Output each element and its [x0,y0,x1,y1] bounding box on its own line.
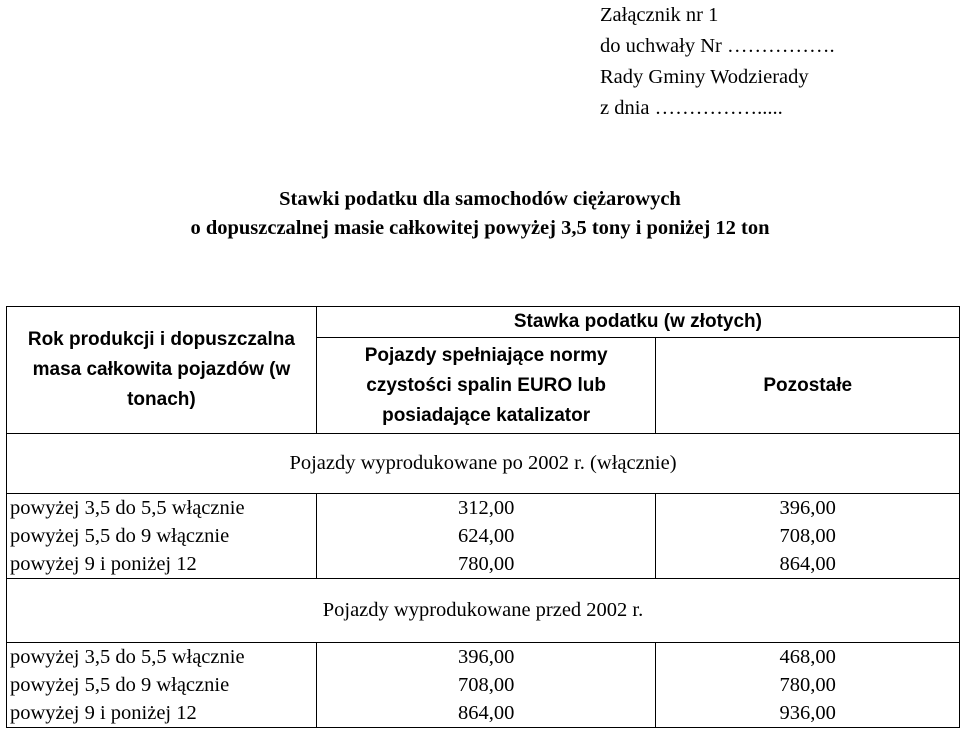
annex-note [600,0,835,124]
table-row [7,643,960,672]
col-header-euro: Pojazdy spełniające normy czystości spalin EURO lub posiadające katalizator [316,338,656,434]
row-label: powyżej 3,5 do 5,5 włącznie [7,494,317,523]
euro-rate: 780,00 [316,550,656,579]
other-rate: 780,00 [656,671,960,699]
euro-rate: 396,00 [316,643,656,672]
rate-header: Stawka podatku (w złotych) [316,307,959,338]
other-rate: 864,00 [656,550,960,579]
annex-line: Załącznik nr 1 [600,4,719,26]
annex-line: Rady Gminy Wodzierady [600,66,809,88]
other-rate: 396,00 [656,494,960,523]
euro-rate: 708,00 [316,671,656,699]
section-title: Pojazdy wyprodukowane przed 2002 r. [7,579,960,643]
other-rate: 936,00 [656,699,960,728]
other-rate: 708,00 [656,522,960,550]
row-label: powyżej 5,5 do 9 włącznie [7,522,317,550]
table-row [7,671,960,699]
tax-rate-table [6,306,960,728]
annex-line: do uchwały Nr ……………. [600,35,835,57]
document-subtitle: o dopuszczalnej masie całkowitej powyżej 3,5 tony i poniżej 12 ton [190,217,770,239]
table-row [7,550,960,579]
col-header-year-mass: Rok produkcji i dopuszczalna masa całkowita pojazdów (w tonach) [7,307,317,434]
euro-rate: 624,00 [316,522,656,550]
row-label: powyżej 9 i poniżej 12 [7,699,317,728]
table-row [7,494,960,523]
row-label: powyżej 5,5 do 9 włącznie [7,671,317,699]
table-row [7,699,960,728]
table-row [7,522,960,550]
euro-rate: 312,00 [316,494,656,523]
other-rate: 468,00 [656,643,960,672]
annex-line: z dnia ……………..... [600,97,783,119]
document-title: Stawki podatku dla samochodów ciężarowych [279,188,681,210]
col-header-other: Pozostałe [656,338,960,434]
euro-rate: 864,00 [316,699,656,728]
section-title: Pojazdy wyprodukowane po 2002 r. (włącznie) [7,434,960,494]
row-label: powyżej 9 i poniżej 12 [7,550,317,579]
row-label: powyżej 3,5 do 5,5 włącznie [7,643,317,672]
